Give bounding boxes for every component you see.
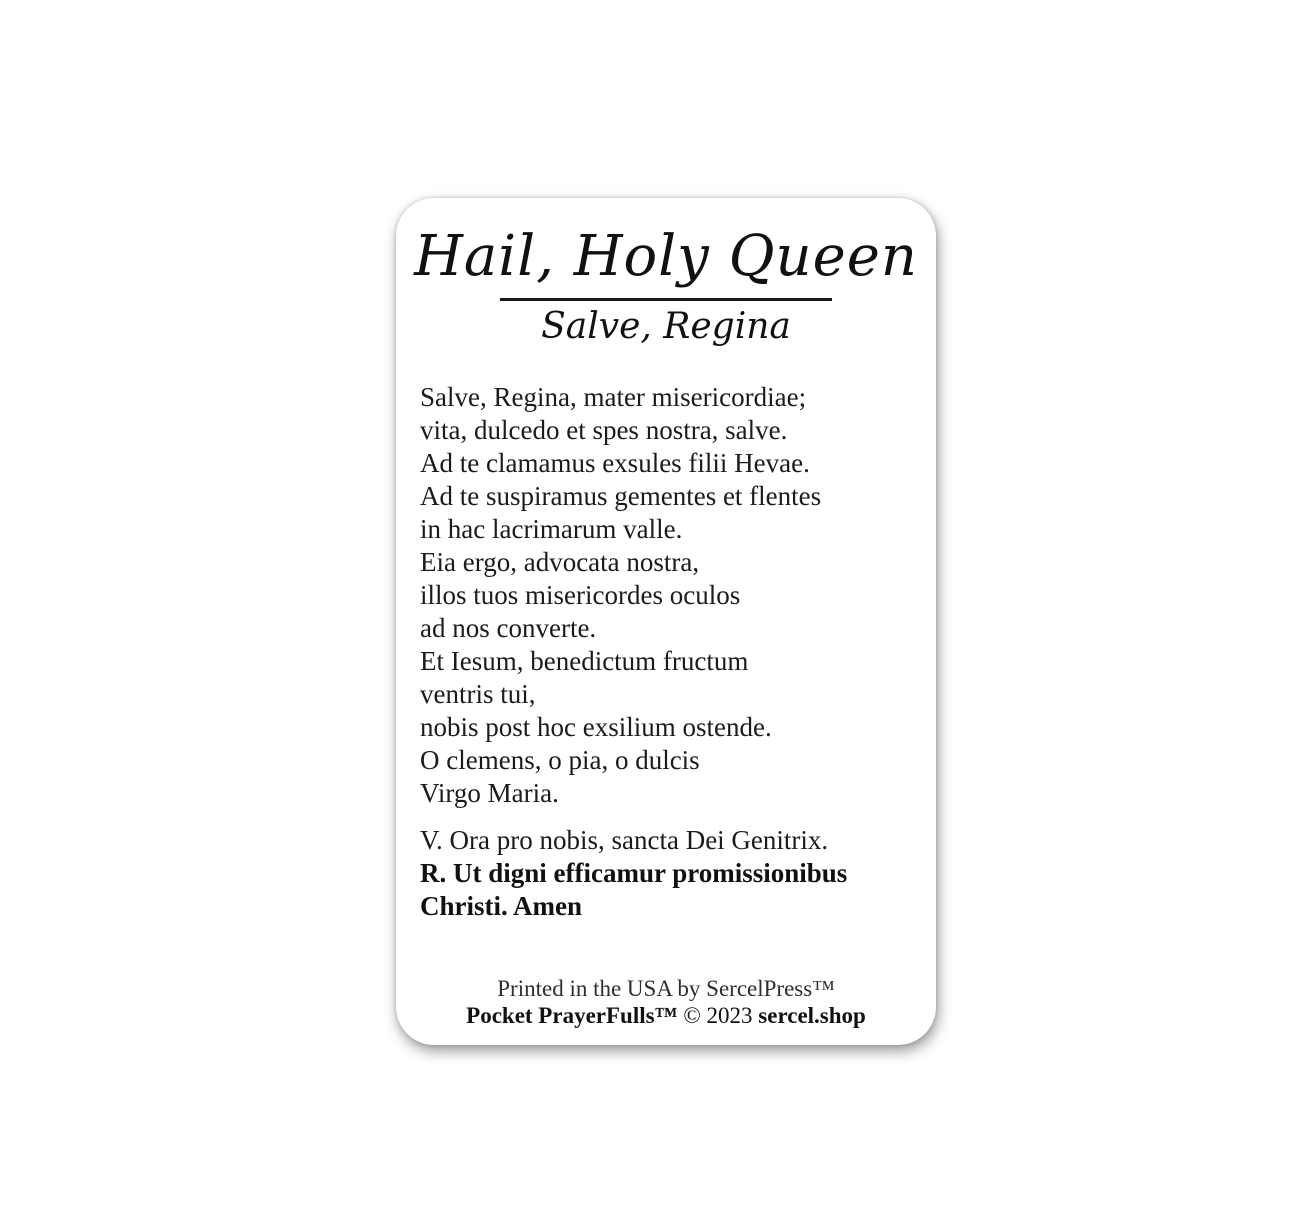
prayer-line: vita, dulcedo et spes nostra, salve. — [420, 415, 788, 445]
prayer-line: O clemens, o pia, o dulcis — [420, 745, 700, 775]
versicle-line: V. Ora pro nobis, sancta Dei Genitrix. — [420, 825, 829, 855]
response-line-2: Christi. Amen — [420, 891, 582, 921]
footer-copyright: © 2023 — [683, 1003, 753, 1028]
footer-printed-line: Printed in the USA by SercelPress™ — [497, 976, 835, 1001]
prayer-line: Ad te suspiramus gementes et flentes — [420, 481, 822, 511]
prayer-line: illos tuos misericordes oculos — [420, 580, 741, 610]
prayer-line: Virgo Maria. — [420, 778, 559, 808]
prayer-line: Ad te clamamus exsules filii Hevae. — [420, 448, 810, 478]
footer-brand-line — [396, 1002, 936, 1029]
prayer-line: Eia ergo, advocata nostra, — [420, 547, 700, 577]
prayer-line: Et Iesum, benedictum fructum — [420, 646, 749, 676]
card-footer — [396, 976, 936, 1029]
versicle-response-block — [396, 824, 936, 923]
footer-site: sercel.shop — [758, 1003, 866, 1028]
prayer-line: ad nos converte. — [420, 613, 597, 643]
card-title: Hail, Holy Queen — [414, 224, 918, 289]
card-header — [396, 198, 936, 353]
card-subtitle: Salve, Regina — [541, 306, 791, 347]
footer-brand: Pocket PrayerFulls™ — [466, 1003, 678, 1028]
prayer-line: nobis post hoc exsilium ostende. — [420, 712, 772, 742]
prayer-line: Salve, Regina, mater misericordiae; — [420, 382, 807, 412]
prayer-line: in hac lacrimarum valle. — [420, 514, 683, 544]
prayer-text — [396, 381, 936, 810]
prayer-card — [396, 198, 936, 1045]
prayer-line: ventris tui, — [420, 679, 536, 709]
response-line-1: R. Ut digni efficamur promissionibus — [420, 858, 848, 888]
